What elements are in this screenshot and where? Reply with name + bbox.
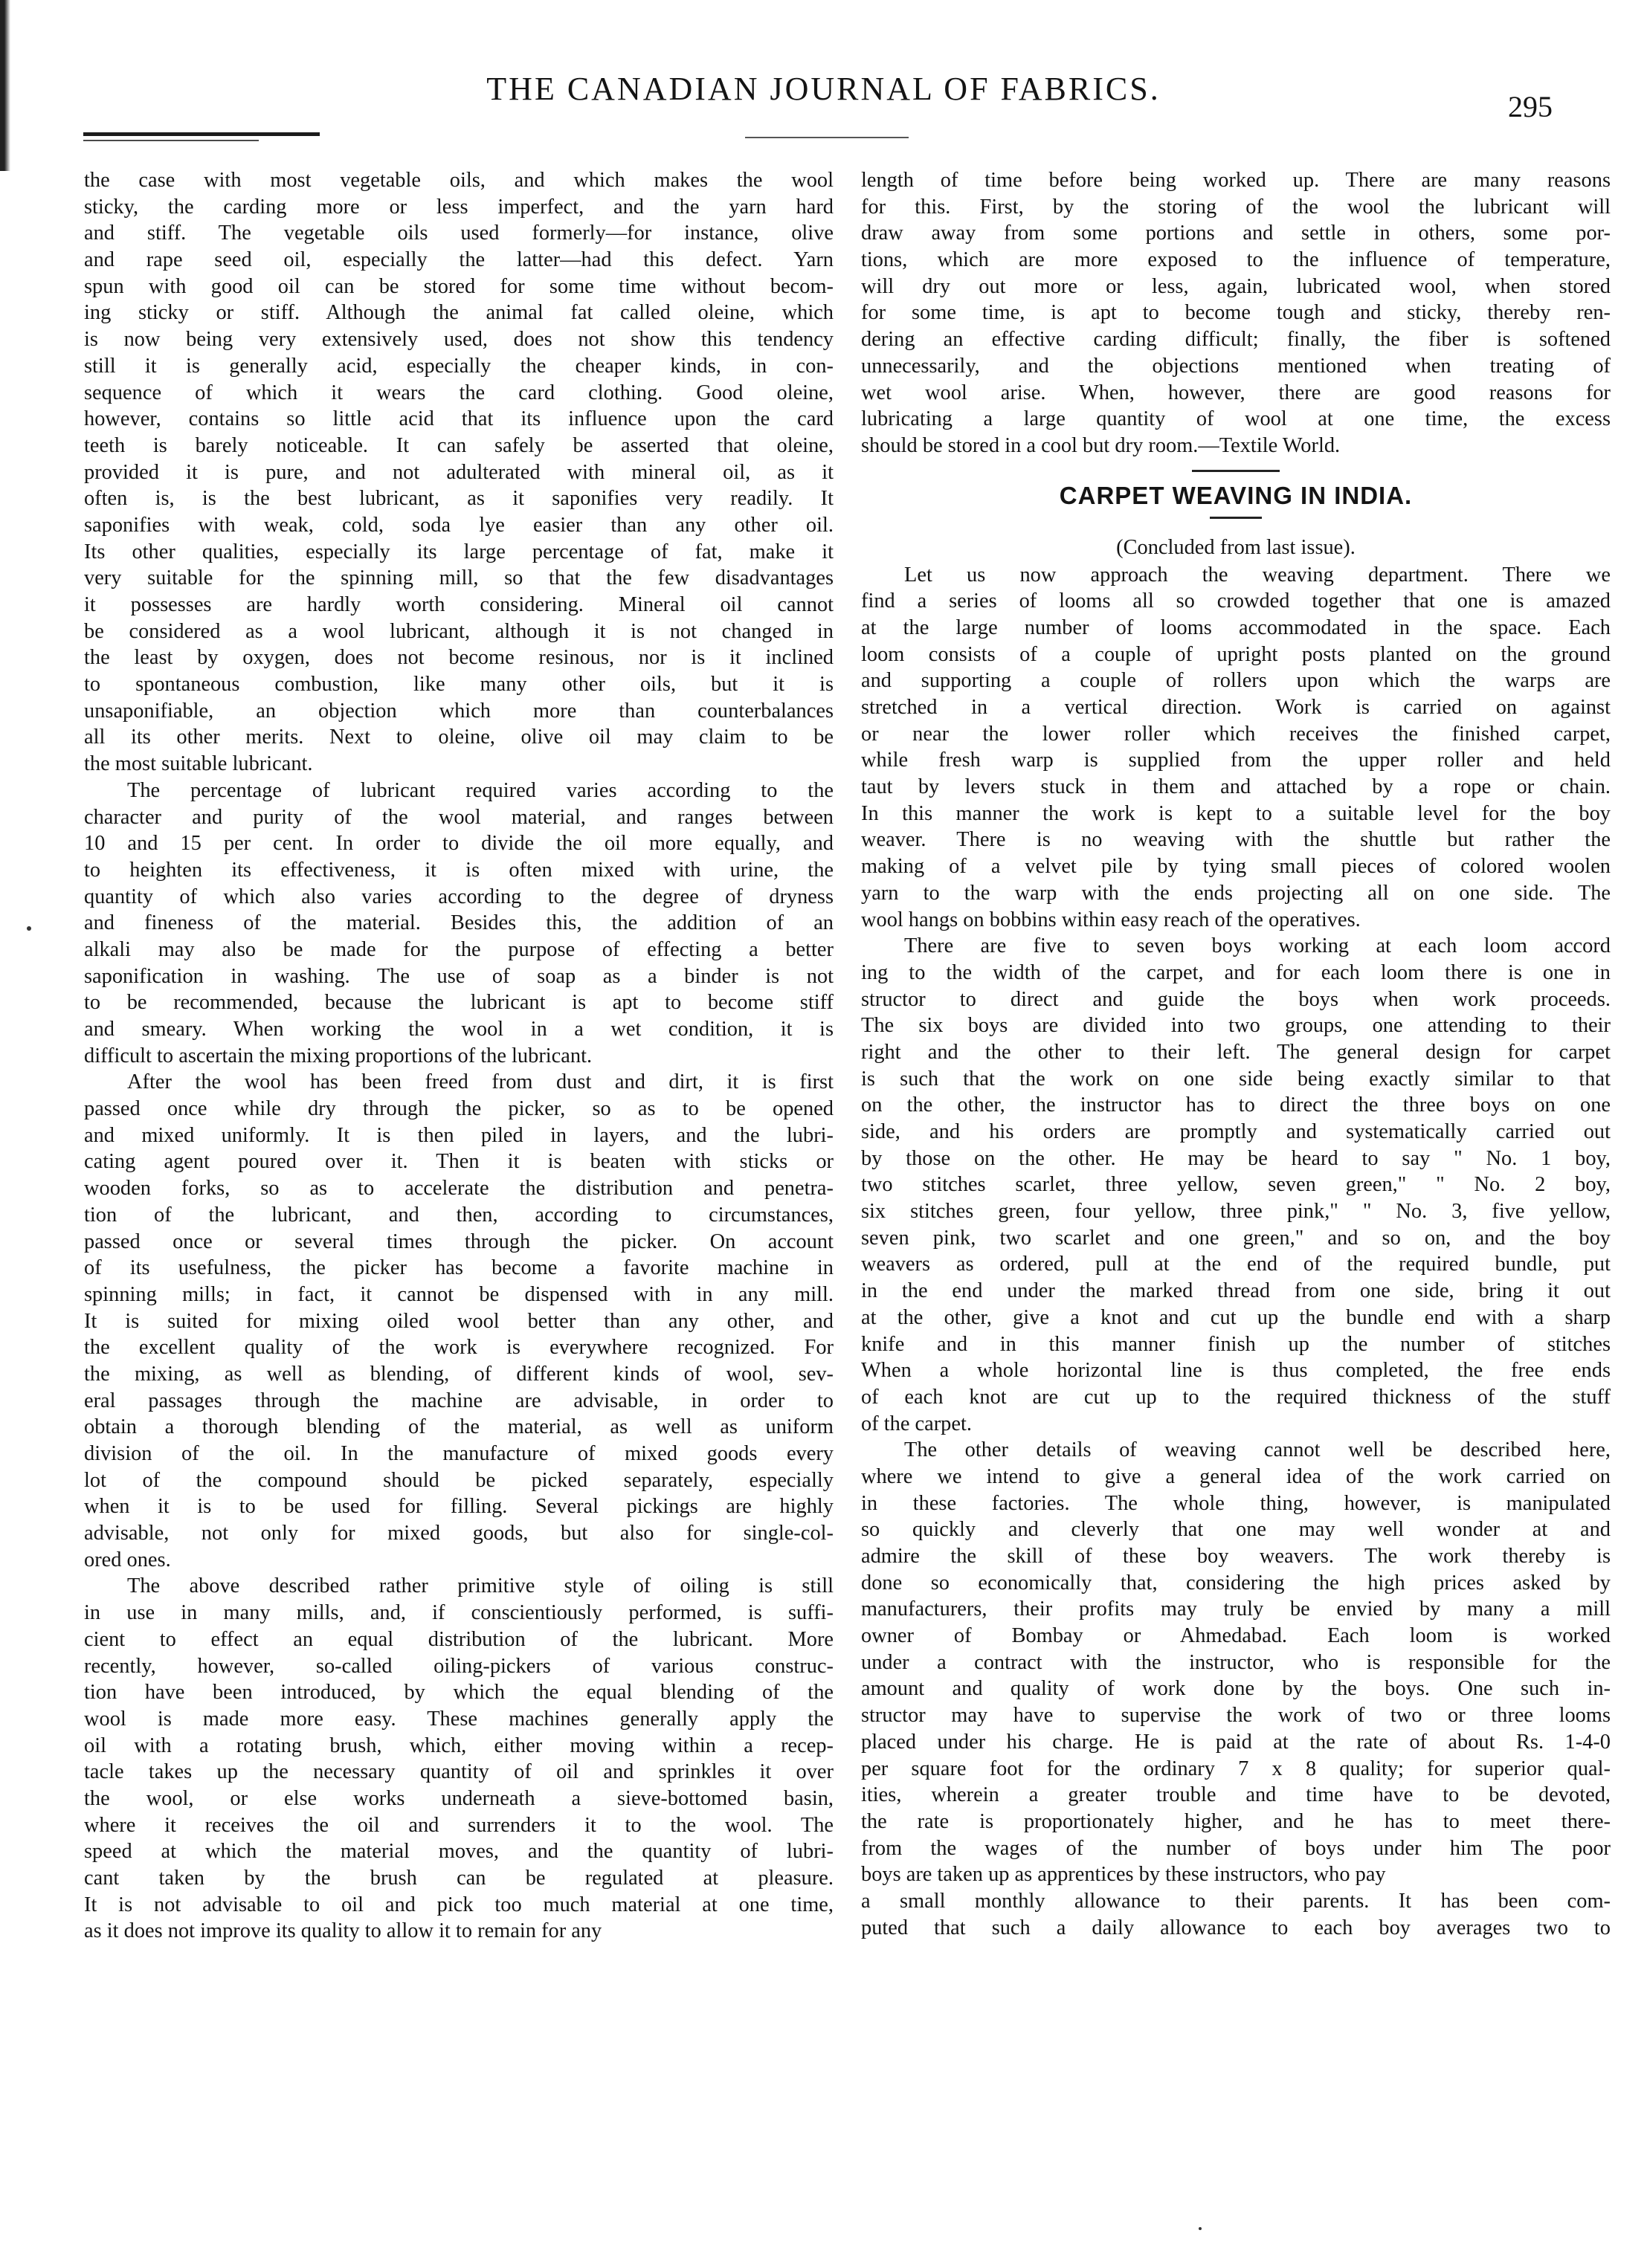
text-line: 10 and 15 per cent. In order to divide the oil more equally, and (84, 832, 834, 856)
text-line: yarn to the warp with the ends projecting all on one side. The (861, 881, 1611, 905)
text-line: Let us now approach the weaving department. There we (904, 563, 1611, 587)
text-line: stretched in a vertical direction. Work is carried on against (861, 696, 1611, 719)
heading-divider (1210, 517, 1262, 519)
text-line: is now being very extensively used, does not show this tendency (84, 328, 834, 352)
text-line: done so economically that, considering the high prices asked by (861, 1571, 1611, 1595)
text-line: The above described rather primitive style of oiling is still (127, 1574, 834, 1598)
text-line: while fresh warp is supplied from the upper roller and held (861, 749, 1611, 772)
text-line: ities, wherein a greater trouble and time have to be devoted, (861, 1783, 1611, 1807)
text-line: and rape seed oil, especially the latter—had this defect. Yarn (84, 248, 834, 272)
text-line: or near the lower roller which receives the finished carpet, (861, 722, 1611, 746)
margin-mark (27, 926, 31, 931)
text-line: wool is made more easy. These machines generally apply the (84, 1707, 834, 1731)
text-line: tion of the lubricant, and then, according to circumstances, (84, 1203, 834, 1227)
text-line: After the wool has been freed from dust and dirt, it is first (127, 1070, 834, 1094)
text-line: length of time before being worked up. There are many reasons (861, 169, 1611, 192)
text-line: admire the skill of these boy weavers. The work thereby is (861, 1545, 1611, 1568)
text-line: It is not advisable to oil and pick too much material at one time, (84, 1893, 834, 1916)
text-line: find a series of looms all so crowded together that one is amazed (861, 589, 1611, 613)
text-line: saponifies with weak, cold, soda lye easier than any other oil. (84, 513, 834, 537)
text-line: passed once while dry through the picker, so as to be opened (84, 1097, 834, 1121)
text-line: for this. First, by the storing of the wool the lubricant will (861, 195, 1611, 219)
text-line: and supporting a couple of rollers upon which the warps are (861, 669, 1611, 693)
text-line: character and purity of the wool material, and ranges between (84, 805, 834, 829)
text-line: recently, however, so-called oiling-pickers of various construc- (84, 1654, 834, 1678)
text-line: so quickly and cleverly that one may well wonder at and (861, 1518, 1611, 1542)
text-line: sticky, the carding more or less imperfect, and the yarn hard (84, 195, 834, 219)
text-line: in use in many mills, and, if conscientiously performed, is suffi- (84, 1601, 834, 1625)
left-column (84, 167, 834, 1945)
section-divider (1192, 470, 1280, 472)
text-line: in these factories. The whole thing, however, is manipulated (861, 1491, 1611, 1515)
text-line: oil with a rotating brush, which, either moving within a recep- (84, 1734, 834, 1757)
text-line: The percentage of lubricant required varies according to the (127, 778, 834, 802)
text-line: to spontaneous combustion, like many other oils, but it is (84, 673, 834, 697)
text-line: tion have been introduced, by which the equal blending of the (84, 1681, 834, 1705)
text-line: unnecessarily, and the objections mentioned when treating of (861, 354, 1611, 378)
previous-article-end (861, 167, 1611, 459)
text-line: the most suitable lubricant. (84, 752, 313, 776)
text-line: loom consists of a couple of upright posts planted on the ground (861, 642, 1611, 666)
article-body (861, 562, 1611, 1942)
text-line: is such that the work on one side being exactly similar to that (861, 1067, 1611, 1091)
article-heading: CARPET WEAVING IN INDIA. (1059, 481, 1413, 509)
text-line: all its other merits. Next to oleine, olive oil may claim to be (84, 726, 834, 749)
text-line: provided it is pure, and not adulterated with mineral oil, as it (84, 460, 834, 484)
text-line: unsaponifiable, an objection which more than counterbalances (84, 699, 834, 723)
text-line: and mixed uniformly. It is then piled in layers, and the lubri- (84, 1123, 834, 1147)
text-line: cant taken by the brush can be regulated at pleasure. (84, 1867, 834, 1890)
text-line: spun with good oil can be stored for some time without becom- (84, 274, 834, 298)
text-line: the case with most vegetable oils, and which makes the wool (84, 169, 834, 192)
header-rule-left (83, 132, 320, 136)
page-number: 295 (1508, 90, 1553, 123)
text-line: speed at which the material moves, and the quantity of lubri- (84, 1840, 834, 1864)
text-line: by those on the other. He may be heard to say " No. 1 boy, (861, 1146, 1611, 1170)
text-line: and fineness of the material. Besides this, the addition of an (84, 911, 834, 935)
text-line: wooden forks, so as to accelerate the distribution and penetra- (84, 1177, 834, 1201)
text-line: obtain a thorough blending of the material, as well as uniform (84, 1415, 834, 1439)
text-line: placed under his charge. He is paid at the rate of about Rs. 1-4-0 (861, 1730, 1611, 1754)
text-line: The six boys are divided into two groups, one attending to their (861, 1014, 1611, 1038)
text-line: the wool, or else works underneath a sieve-bottomed basin, (84, 1786, 834, 1810)
text-line: right and the other to their left. The general design for carpet (861, 1040, 1611, 1064)
text-line: per square foot for the ordinary 7 x 8 quality; for superior qual- (861, 1757, 1611, 1780)
text-line: where we intend to give a general idea of the work carried on (861, 1464, 1611, 1488)
text-line: It is suited for mixing oiled wool better than any other, and (84, 1309, 834, 1333)
text-line: cient to effect an equal distribution of the lubricant. More (84, 1627, 834, 1651)
text-line: for some time, is apt to become tough and sticky, thereby ren- (861, 301, 1611, 325)
text-line: structor to direct and guide the boys when work proceeds. (861, 987, 1611, 1011)
text-line: a small monthly allowance to their parents. It has been com- (861, 1889, 1611, 1913)
text-line: teeth is barely noticeable. It can safely be asserted that oleine, (84, 433, 834, 457)
text-line: at the large number of looms accommodated in the space. Each (861, 616, 1611, 639)
text-line: sequence of which it wears the card clothing. Good oleine, (84, 381, 834, 404)
text-line: and smeary. When working the wool in a wet condition, it is (84, 1018, 834, 1041)
text-line: the least by oxygen, does not become resinous, nor is it inclined (84, 646, 834, 670)
text-line: cating agent poured over it. Then it is beaten with sticks or (84, 1150, 834, 1174)
text-line: under a contract with the instructor, who is responsible for the (861, 1650, 1611, 1674)
text-line: saponification in washing. The use of soap as a binder is not (84, 964, 834, 988)
text-line: to be recommended, because the lubricant is apt to become stiff (84, 991, 834, 1015)
text-line: of each knot are cut up to the required thickness of the stuff (861, 1385, 1611, 1409)
text-line: often is, is the best lubricant, as it saponifies very readily. It (84, 487, 834, 511)
text-line: two stitches scarlet, three yellow, seven green," " No. 2 boy, (861, 1173, 1611, 1197)
text-line: as it does not improve its quality to allow it to remain for any (84, 1919, 602, 1943)
text-line: wet wool arise. When, however, there are good reasons for (861, 381, 1611, 404)
text-line: still it is generally acid, especially the cheaper kinds, in con- (84, 354, 834, 378)
text-line: it possesses are hardly worth considering. Mineral oil cannot (84, 593, 834, 616)
text-line: difficult to ascertain the mixing proportions of the lubricant. (84, 1044, 593, 1067)
text-line: Its other qualities, especially its large percentage of fat, make it (84, 540, 834, 563)
text-line: advisable, not only for mixed goods, but also for single-col- (84, 1522, 834, 1545)
text-line: tacle takes up the necessary quantity of oil and sprinkles it over (84, 1760, 834, 1784)
text-line: six stitches green, four yellow, three pink," " No. 3, five yellow, (861, 1200, 1611, 1224)
text-line: should be stored in a cool but dry room.—Textile World. (861, 433, 1341, 457)
text-line: on the other, the instructor has to direct the three boys on one (861, 1093, 1611, 1117)
text-line: puted that such a daily allowance to each boy averages two to (861, 1916, 1611, 1939)
text-line: eral passages through the machine are advisable, in order to (84, 1389, 834, 1412)
text-line: lot of the compound should be picked separately, especially (84, 1468, 834, 1492)
text-line: lubricating a large quantity of wool at one time, the excess (861, 407, 1611, 431)
text-line: tions, which are more exposed to the influence of temperature, (861, 248, 1611, 272)
text-line: weaver. There is no weaving with the shuttle but rather the (861, 828, 1611, 852)
text-line: when it is to be used for filling. Several pickings are highly (84, 1495, 834, 1519)
text-line: boys are taken up as apprentices by these instructors, who pay (861, 1863, 1386, 1887)
text-line: In this manner the work is kept to a suitable level for the boy (861, 801, 1611, 825)
text-line: The other details of weaving cannot well be described here, (904, 1438, 1611, 1462)
text-line: of the carpet. (861, 1412, 972, 1435)
text-line: ing sticky or stiff. Although the animal fat called oleine, which (84, 301, 834, 325)
text-line: structor may have to supervise the work of two or three looms (861, 1704, 1611, 1728)
text-line: wool hangs on bobbins within easy reach of the operatives. (861, 908, 1361, 931)
article-subheading: (Concluded from last issue). (1116, 535, 1356, 559)
text-line: ored ones. (84, 1548, 171, 1571)
right-column (861, 167, 1611, 1941)
text-line: very suitable for the spinning mill, so that the few disadvantages (84, 566, 834, 590)
journal-title: THE CANADIAN JOURNAL OF FABRICS. (486, 71, 1161, 107)
text-line: dering an effective carding difficult; finally, the fiber is softened (861, 328, 1611, 352)
text-line: knife and in this manner finish up the number of stitches (861, 1332, 1611, 1356)
scan-speck (1199, 2227, 1202, 2230)
text-line: making of a velvet pile by tying small pieces of colored woolen (861, 855, 1611, 879)
text-line: quantity of which also varies according to the degree of dryness (84, 885, 834, 908)
text-line: owner of Bombay or Ahmedabad. Each loom is worked (861, 1624, 1611, 1648)
text-line: where it receives the oil and surrenders it to the wool. The (84, 1813, 834, 1837)
text-line: alkali may also be made for the purpose of effecting a better (84, 937, 834, 961)
text-line: in the end under the marked thread from one side, bring it out (861, 1279, 1611, 1303)
text-line: side, and his orders are promptly and systematically carried out (861, 1120, 1611, 1143)
text-line: draw away from some portions and settle in others, some por- (861, 222, 1611, 245)
text-line: weavers as ordered, pull at the end of the required bundle, put (861, 1253, 1611, 1276)
text-line: from the wages of the number of boys under him The poor (861, 1836, 1611, 1860)
text-line: the excellent quality of the work is everywhere recognized. For (84, 1336, 834, 1360)
text-line: ing to the width of the carpet, and for each loom there is one in (861, 960, 1611, 984)
header-rule-left-thin (83, 140, 259, 141)
text-line: be considered as a wool lubricant, although it is not changed in (84, 619, 834, 643)
text-line: the mixing, as well as blending, of different kinds of wool, sev- (84, 1362, 834, 1386)
text-line: taut by levers stuck in them and attached by a rope or chain. (861, 775, 1611, 799)
text-line: to heighten its effectiveness, it is often mixed with urine, the (84, 858, 834, 882)
text-line: and stiff. The vegetable oils used formerly—for instance, olive (84, 222, 834, 245)
text-line: manufacturers, their profits may truly be envied by many a mill (861, 1597, 1611, 1621)
text-line: the rate is proportionately higher, and he has to meet there- (861, 1809, 1611, 1833)
text-line: passed once or several times through the picker. On account (84, 1230, 834, 1253)
text-line: There are five to seven boys working at each loom accord (904, 934, 1611, 958)
text-line: When a whole horizontal line is thus completed, the free ends (861, 1359, 1611, 1383)
text-line: division of the oil. In the manufacture of mixed goods every (84, 1442, 834, 1465)
text-line: however, contains so little acid that its influence upon the card (84, 407, 834, 431)
text-line: seven pink, two scarlet and one green," and so on, and the boy (861, 1226, 1611, 1250)
header-rule-right (745, 137, 909, 138)
text-line: of its usefulness, the picker has become a favorite machine in (84, 1256, 834, 1280)
text-line: amount and quality of work done by the boys. One such in- (861, 1677, 1611, 1701)
text-line: at the other, give a knot and cut up the bundle end with a sharp (861, 1305, 1611, 1329)
text-line: spinning mills; in fact, it cannot be dispensed with in any mill. (84, 1282, 834, 1306)
text-line: will dry out more or less, again, lubricated wool, when stored (861, 274, 1611, 298)
